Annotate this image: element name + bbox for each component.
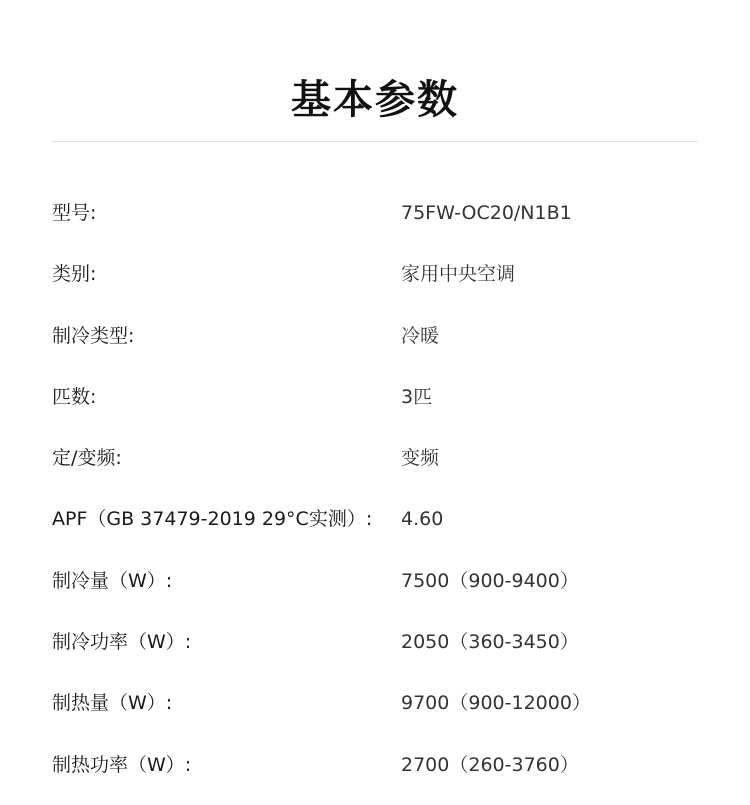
spec-value-cooling-capacity: 7500（900-9400） <box>401 569 579 592</box>
spec-row-category <box>0 243 750 304</box>
spec-row-inverter <box>0 427 750 488</box>
spec-list <box>0 182 750 795</box>
spec-value-model: 75FW-OC20/N1B1 <box>401 202 572 224</box>
spec-value-cooling-power: 2050（360-3450） <box>401 631 579 654</box>
spec-label-heating-power: 制热功率（W）: <box>52 753 192 776</box>
spec-label-category: 类别: <box>52 263 97 286</box>
spec-row-model <box>0 182 750 243</box>
spec-value-horsepower: 3匹 <box>401 385 433 408</box>
title-divider <box>52 141 698 142</box>
page-title: 基本参数 <box>291 76 459 123</box>
spec-label-cooling-type: 制冷类型: <box>52 324 135 347</box>
spec-row-cooling-type <box>0 305 750 366</box>
spec-value-heating-capacity: 9700（900-12000） <box>401 692 591 715</box>
spec-row-cooling-power <box>0 611 750 672</box>
spec-row-heating-capacity <box>0 672 750 733</box>
spec-label-horsepower: 匹数: <box>52 385 97 408</box>
spec-row-apf <box>0 488 750 549</box>
spec-value-apf: 4.60 <box>401 508 444 531</box>
spec-label-inverter: 定/变频: <box>52 447 122 470</box>
spec-value-cooling-type: 冷暖 <box>401 324 440 347</box>
spec-label-cooling-capacity: 制冷量（W）: <box>52 569 173 592</box>
spec-value-heating-power: 2700（260-3760） <box>401 753 579 776</box>
spec-row-heating-power <box>0 734 750 795</box>
spec-row-cooling-capacity <box>0 550 750 611</box>
spec-label-model: 型号: <box>52 202 97 224</box>
spec-label-apf: APF（GB 37479-2019 29°C实测）: <box>52 508 373 531</box>
spec-row-horsepower <box>0 366 750 427</box>
spec-label-heating-capacity: 制热量（W）: <box>52 692 173 715</box>
spec-label-cooling-power: 制冷功率（W）: <box>52 631 192 654</box>
spec-value-category: 家用中央空调 <box>401 263 516 286</box>
spec-value-inverter: 变频 <box>401 447 440 470</box>
